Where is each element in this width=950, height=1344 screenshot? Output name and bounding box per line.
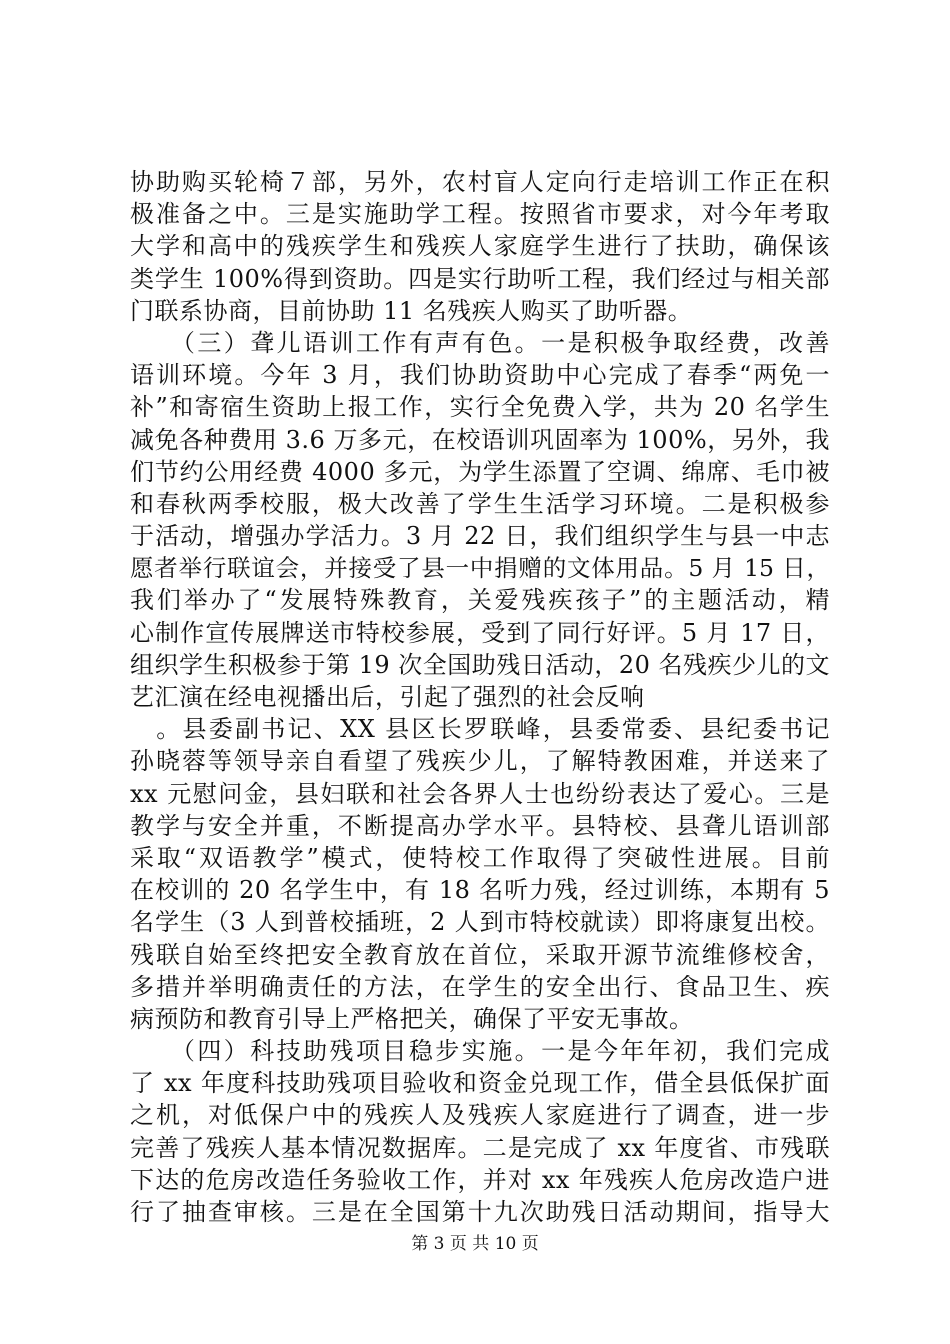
text-line: 协助购买轮椅７部，另外，农村盲人定向行走培训工作正在积 xyxy=(130,168,830,196)
document-body xyxy=(130,166,830,1228)
text-line: 之机，对低保户中的残疾人及残疾人家庭进行了调查，进一步 xyxy=(130,1101,830,1130)
text-line: 于活动，增强办学活力。3 月 22 日，我们组织学生与县一中志 xyxy=(130,522,830,551)
text-line: 和春秋两季校服，极大改善了学生生活学习环境。二是积极参 xyxy=(130,489,830,518)
text-line: （四）科技助残项目稳步实施。一是今年年初，我们完成 xyxy=(130,1037,830,1066)
text-line: 我们举办了“发展特殊教育，关爱残疾孩子”的主题活动，精 xyxy=(130,586,830,615)
text-line: 们节约公用经费 4000 多元，为学生添置了空调、绵席、毛巾被 xyxy=(130,457,830,486)
text-line: 病预防和教育引导上严格把关，确保了平安无事故。 xyxy=(130,1004,694,1033)
text-line: 多措并举明确责任的方法，在学生的安全出行、食品卫生、疾 xyxy=(130,972,830,1001)
text-line: 了 xx 年度科技助残项目验收和资金兑现工作，借全县低保扩面 xyxy=(130,1069,830,1098)
text-line: 残联自始至终把安全教育放在首位，采取开源节流维修校舍， xyxy=(130,940,830,969)
text-line: 采取“双语教学”模式，使特校工作取得了突破性进展。目前 xyxy=(130,843,830,872)
text-line: 下达的危房改造任务验收工作，并对 xx 年残疾人危房改造户进 xyxy=(130,1165,830,1194)
text-line: 名学生（3 人到普校插班，2 人到市特校就读）即将康复出校。 xyxy=(130,908,830,937)
text-line: 孙晓蓉等领导亲自看望了残疾少儿，了解特教困难，并送来了 xyxy=(130,747,830,776)
text-line: 大学和高中的残疾学生和残疾人家庭学生进行了扶助，确保该 xyxy=(130,232,830,261)
text-line: 完善了残疾人基本情况数据库。二是完成了 xx 年度省、市残联 xyxy=(130,1133,830,1162)
text-line: 语训环境。今年 3 月，我们协助资助中心完成了春季“两免一 xyxy=(130,361,830,390)
text-line: xx 元慰问金，县妇联和社会各界人士也纷纷表达了爱心。三是 xyxy=(130,779,830,808)
text-line: 减免各种费用 3.6 万多元，在校语训巩固率为 100%，另外，我 xyxy=(130,425,830,454)
text-line: 教学与安全并重，不断提高办学水平。县特校、县聋儿语训部 xyxy=(130,811,830,840)
text-line: 愿者举行联谊会，并接受了县一中捐赠的文体用品。5 月 15 日， xyxy=(130,554,830,583)
text-line: 门联系协商，目前协助 11 名残疾人购买了助听器。 xyxy=(130,296,693,325)
text-line: 类学生 100%得到资助。四是实行助听工程，我们经过与相关部 xyxy=(130,264,830,293)
text-line: 极准备之中。三是实施助学工程。按照省市要求，对今年考取 xyxy=(130,200,830,229)
text-line: 在校训的 20 名学生中，有 18 名听力残，经过训练，本期有 5 xyxy=(130,876,830,905)
text-line: 组织学生积极参于第 19 次全国助残日活动，20 名残疾少儿的文 xyxy=(130,650,830,679)
text-line: 心制作宣传展牌送市特校参展，受到了同行好评。5 月 17 日， xyxy=(130,618,830,647)
page-footer: 第 3 页 共 10 页 xyxy=(411,1234,539,1254)
text-line: 。县委副书记、XX 县区长罗联峰，县委常委、县纪委书记 xyxy=(130,715,830,744)
text-line: （三）聋儿语训工作有声有色。一是积极争取经费，改善 xyxy=(130,328,830,357)
text-line: 行了抽查审核。三是在全国第十九次助残日活动期间，指导大 xyxy=(130,1198,830,1226)
text-line: 补”和寄宿生资助上报工作，实行全免费入学，共为 20 名学生 xyxy=(130,393,830,422)
text-line: 艺汇演在经电视播出后，引起了强烈的社会反响 xyxy=(130,683,645,711)
